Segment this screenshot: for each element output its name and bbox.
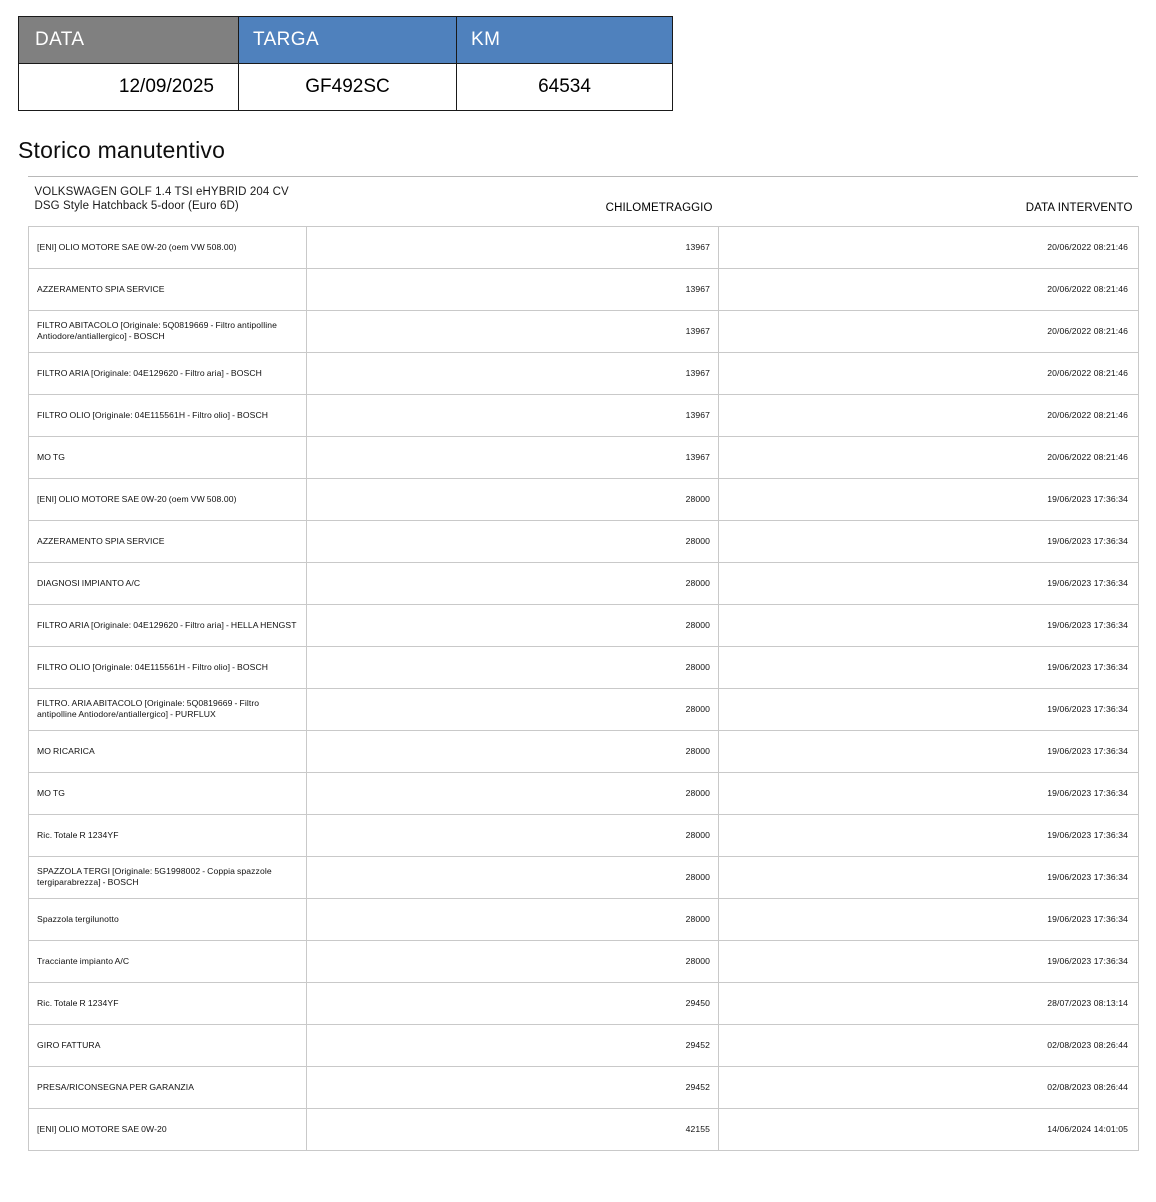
table-row xyxy=(29,940,1139,982)
cell-description: [ENI] OLIO MOTORE SAE 0W-20 (oem VW 508.00) xyxy=(29,478,307,520)
cell-description: Ric. Totale R 1234YF xyxy=(29,814,307,856)
cell-odometer: 28000 xyxy=(307,940,719,982)
table-row xyxy=(29,688,1139,730)
value-cell-km: 64534 xyxy=(457,64,673,111)
table-row xyxy=(29,646,1139,688)
table-row xyxy=(29,562,1139,604)
cell-service-date: 19/06/2023 17:36:34 xyxy=(719,478,1139,520)
header-cell-targa: TARGA xyxy=(239,17,457,64)
cell-odometer: 28000 xyxy=(307,856,719,898)
table-row xyxy=(29,478,1139,520)
table-row xyxy=(29,310,1139,352)
cell-description: DIAGNOSI IMPIANTO A/C xyxy=(29,562,307,604)
table-row xyxy=(29,1066,1139,1108)
table-row xyxy=(29,898,1139,940)
cell-odometer: 28000 xyxy=(307,562,719,604)
column-header-vehicle: VOLKSWAGEN GOLF 1.4 TSI eHYBRID 204 CV DSG Style Hatchback 5-door (Euro 6D) xyxy=(34,186,289,213)
cell-odometer: 28000 xyxy=(307,478,719,520)
header-cell-data: DATA xyxy=(19,17,239,64)
cell-description: [ENI] OLIO MOTORE SAE 0W-20 (oem VW 508.00) xyxy=(29,226,307,268)
cell-description: MO TG xyxy=(29,772,307,814)
cell-service-date: 19/06/2023 17:36:34 xyxy=(719,562,1139,604)
cell-description: MO RICARICA xyxy=(29,730,307,772)
table-row xyxy=(29,982,1139,1024)
table-row xyxy=(29,1024,1139,1066)
cell-service-date: 20/06/2022 08:21:46 xyxy=(719,352,1139,394)
cell-description: FILTRO OLIO [Originale: 04E115561H - Filtro olio] - BOSCH xyxy=(29,646,307,688)
page-title: Storico manutentivo xyxy=(18,137,226,163)
table-row xyxy=(29,772,1139,814)
table-row xyxy=(29,730,1139,772)
table-row xyxy=(29,604,1139,646)
cell-description: Ric. Totale R 1234YF xyxy=(29,982,307,1024)
cell-description: MO TG xyxy=(29,436,307,478)
vehicle-summary-section xyxy=(0,0,1156,111)
cell-odometer: 29452 xyxy=(307,1024,719,1066)
column-header-km: CHILOMETRAGGIO xyxy=(605,201,713,214)
cell-description: FILTRO ABITACOLO [Originale: 5Q0819669 - Filtro antipolline Antiodore/antiallergico] - BOSCH xyxy=(29,310,307,352)
cell-odometer: 28000 xyxy=(307,898,719,940)
table-row xyxy=(29,226,1139,268)
value-cell-targa: GF492SC xyxy=(239,64,457,111)
cell-service-date: 19/06/2023 17:36:34 xyxy=(719,856,1139,898)
cell-description: AZZERAMENTO SPIA SERVICE xyxy=(29,520,307,562)
cell-description: FILTRO. ARIA ABITACOLO [Originale: 5Q0819669 - Filtro antipolline Antiodore/antiallergico] - PURFLUX xyxy=(29,688,307,730)
cell-description: SPAZZOLA TERGI [Originale: 5G1998002 - Coppia spazzole tergiparabrezza] - BOSCH xyxy=(29,856,307,898)
cell-service-date: 20/06/2022 08:21:46 xyxy=(719,310,1139,352)
header-cell-km: KM xyxy=(457,17,673,64)
cell-service-date: 20/06/2022 08:21:46 xyxy=(719,268,1139,310)
cell-service-date: 19/06/2023 17:36:34 xyxy=(719,814,1139,856)
cell-odometer: 28000 xyxy=(307,688,719,730)
table-row xyxy=(29,394,1139,436)
cell-description: FILTRO ARIA [Originale: 04E129620 - Filtro aria] - HELLA HENGST xyxy=(29,604,307,646)
table-row xyxy=(29,352,1139,394)
cell-description: PRESA/RICONSEGNA PER GARANZIA xyxy=(29,1066,307,1108)
cell-odometer: 13967 xyxy=(307,226,719,268)
cell-service-date: 19/06/2023 17:36:34 xyxy=(719,772,1139,814)
cell-service-date: 19/06/2023 17:36:34 xyxy=(719,898,1139,940)
cell-odometer: 28000 xyxy=(307,520,719,562)
cell-description: GIRO FATTURA xyxy=(29,1024,307,1066)
cell-service-date: 19/06/2023 17:36:34 xyxy=(719,646,1139,688)
cell-odometer: 28000 xyxy=(307,730,719,772)
cell-service-date: 19/06/2023 17:36:34 xyxy=(719,604,1139,646)
value-cell-data: 12/09/2025 xyxy=(19,64,239,111)
maintenance-history-body xyxy=(29,226,1139,1150)
cell-description: FILTRO ARIA [Originale: 04E129620 - Filtro aria] - BOSCH xyxy=(29,352,307,394)
cell-service-date: 14/06/2024 14:01:05 xyxy=(719,1108,1139,1150)
cell-description: AZZERAMENTO SPIA SERVICE xyxy=(29,268,307,310)
cell-odometer: 13967 xyxy=(307,394,719,436)
table-row xyxy=(19,17,673,64)
vehicle-summary-table xyxy=(18,16,673,111)
cell-odometer: 28000 xyxy=(307,604,719,646)
cell-service-date: 19/06/2023 17:36:34 xyxy=(719,730,1139,772)
table-row xyxy=(29,268,1139,310)
cell-odometer: 42155 xyxy=(307,1108,719,1150)
cell-odometer: 28000 xyxy=(307,772,719,814)
cell-odometer: 13967 xyxy=(307,310,719,352)
cell-odometer: 13967 xyxy=(307,352,719,394)
cell-odometer: 29452 xyxy=(307,1066,719,1108)
cell-odometer: 13967 xyxy=(307,436,719,478)
cell-service-date: 19/06/2023 17:36:34 xyxy=(719,940,1139,982)
cell-service-date: 20/06/2022 08:21:46 xyxy=(719,436,1139,478)
table-row xyxy=(29,1108,1139,1150)
table-row xyxy=(29,814,1139,856)
table-header-row xyxy=(29,177,1139,226)
cell-service-date: 19/06/2023 17:36:34 xyxy=(719,688,1139,730)
cell-odometer: 13967 xyxy=(307,268,719,310)
cell-service-date: 02/08/2023 08:26:44 xyxy=(719,1024,1139,1066)
cell-service-date: 28/07/2023 08:13:14 xyxy=(719,982,1139,1024)
table-row xyxy=(29,856,1139,898)
cell-service-date: 20/06/2022 08:21:46 xyxy=(719,394,1139,436)
maintenance-history-section xyxy=(28,176,1138,1151)
cell-odometer: 28000 xyxy=(307,814,719,856)
table-row xyxy=(19,64,673,111)
column-header-date: DATA INTERVENTO xyxy=(1025,201,1133,214)
cell-odometer: 28000 xyxy=(307,646,719,688)
cell-description: Spazzola tergilunotto xyxy=(29,898,307,940)
cell-service-date: 02/08/2023 08:26:44 xyxy=(719,1066,1139,1108)
cell-odometer: 29450 xyxy=(307,982,719,1024)
cell-description: Tracciante impianto A/C xyxy=(29,940,307,982)
cell-service-date: 20/06/2022 08:21:46 xyxy=(719,226,1139,268)
table-row xyxy=(29,436,1139,478)
cell-service-date: 19/06/2023 17:36:34 xyxy=(719,520,1139,562)
table-row xyxy=(29,520,1139,562)
cell-description: FILTRO OLIO [Originale: 04E115561H - Filtro olio] - BOSCH xyxy=(29,394,307,436)
cell-description: [ENI] OLIO MOTORE SAE 0W-20 xyxy=(29,1108,307,1150)
maintenance-history-table xyxy=(28,177,1139,1151)
